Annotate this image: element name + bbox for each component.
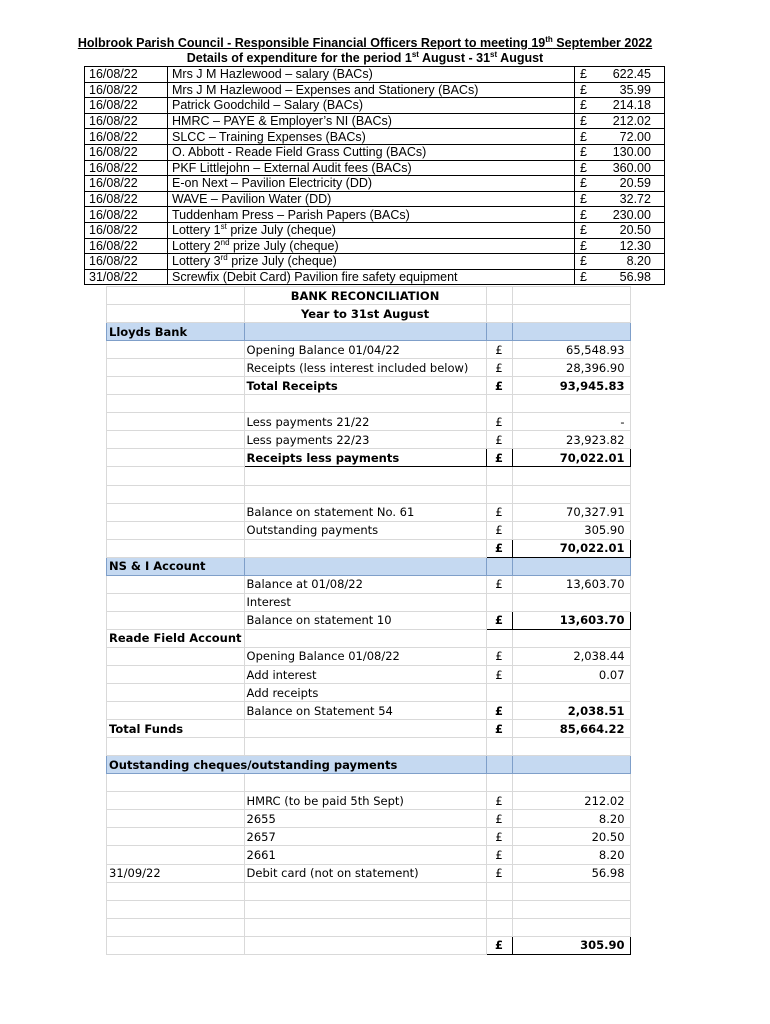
expenditure-date: 16/08/22 (85, 191, 168, 207)
expenditure-row (85, 176, 665, 192)
expenditure-description: Lottery 1st prize July (cheque) (168, 222, 575, 238)
currency-symbol: £ (486, 359, 512, 377)
expenditure-date: 16/08/22 (85, 98, 168, 114)
expenditure-date: 16/08/22 (85, 67, 168, 83)
currency-symbol: £ (486, 413, 512, 431)
amount: 93,945.83 (512, 377, 630, 395)
table-row (107, 738, 631, 756)
report-title: Holbrook Parish Council - Responsible Financial Officers Report to meeting 19th September 2022 (77, 34, 653, 50)
currency-symbol: £ (486, 720, 512, 738)
currency-symbol: £ (486, 810, 512, 828)
table-row (107, 611, 631, 629)
currency-symbol: £ (486, 647, 512, 665)
row-label: Balance on Statement 54 (244, 702, 486, 720)
expenditure-amount: £ 32.72 (575, 191, 665, 207)
currency-symbol: £ (486, 864, 512, 882)
table-row (107, 413, 631, 431)
expenditure-row (85, 160, 665, 176)
currency-symbol: £ (486, 665, 512, 683)
currency-symbol: £ (486, 575, 512, 593)
currency-symbol: £ (486, 521, 512, 539)
row-label: Interest (244, 593, 486, 611)
expenditure-amount: £ 20.50 (575, 222, 665, 238)
expenditure-amount: £ 622.45 (575, 67, 665, 83)
outstanding-description: 2661 (244, 846, 486, 864)
currency-symbol: £ (486, 377, 512, 395)
table-row (107, 647, 631, 665)
outstanding-total: 305.90 (512, 936, 630, 954)
row-label: Add interest (244, 665, 486, 683)
expenditure-row (85, 129, 665, 145)
currency-symbol: £ (486, 936, 512, 954)
outstanding-row (107, 864, 631, 882)
expenditure-description: Patrick Goodchild – Salary (BACs) (168, 98, 575, 114)
currency-symbol: £ (486, 611, 512, 629)
outstanding-date (107, 792, 245, 810)
outstanding-date: 31/09/22 (107, 864, 245, 882)
expenditure-description: Screwfix (Debit Card) Pavilion fire safety equipment (168, 269, 575, 285)
expenditure-date: 16/08/22 (85, 160, 168, 176)
row-label: Less payments 22/23 (244, 431, 486, 449)
outstanding-amount: 8.20 (512, 810, 630, 828)
table-row (107, 882, 631, 900)
expenditure-row (85, 191, 665, 207)
amount: 305.90 (512, 521, 630, 539)
outstanding-row (107, 846, 631, 864)
outstanding-description: HMRC (to be paid 5th Sept) (244, 792, 486, 810)
table-row (107, 684, 631, 702)
table-row (107, 467, 631, 485)
expenditure-row (85, 207, 665, 223)
reconciliation-subtitle: Year to 31st August (244, 305, 486, 323)
total-funds-label: Total Funds (107, 720, 245, 738)
amount: 28,396.90 (512, 359, 630, 377)
outstanding-description: 2655 (244, 810, 486, 828)
expenditure-row (85, 144, 665, 160)
amount: 70,022.01 (512, 539, 630, 557)
outstanding-row (107, 828, 631, 846)
currency-symbol: £ (486, 792, 512, 810)
amount: 23,923.82 (512, 431, 630, 449)
row-label: Receipts less payments (244, 449, 486, 467)
section-heading: Lloyds Bank (107, 323, 245, 341)
total-funds-amount: 85,664.22 (512, 720, 630, 738)
outstanding-row (107, 810, 631, 828)
table-row (107, 287, 631, 305)
expenditure-date: 16/08/22 (85, 222, 168, 238)
expenditure-date: 16/08/22 (85, 144, 168, 160)
table-row (107, 377, 631, 395)
expenditure-date: 16/08/22 (85, 129, 168, 145)
expenditure-date: 16/08/22 (85, 238, 168, 254)
row-label: Less payments 21/22 (244, 413, 486, 431)
row-label: Balance at 01/08/22 (244, 575, 486, 593)
expenditure-amount: £ 212.02 (575, 113, 665, 129)
expenditure-amount: £ 20.59 (575, 176, 665, 192)
currency-symbol: £ (486, 503, 512, 521)
outstanding-date (107, 828, 245, 846)
outstanding-description: Debit card (not on statement) (244, 864, 486, 882)
table-row (107, 521, 631, 539)
amount: 0.07 (512, 665, 630, 683)
row-label: Balance on statement No. 61 (244, 503, 486, 521)
report-subtitle: Details of expenditure for the period 1st August - 31st August (186, 49, 544, 65)
outstanding-date (107, 846, 245, 864)
row-label: Opening Balance 01/04/22 (244, 341, 486, 359)
expenditure-description: PKF Littlejohn – External Audit fees (BACs) (168, 160, 575, 176)
amount: 13,603.70 (512, 611, 630, 629)
amount: 65,548.93 (512, 341, 630, 359)
currency-symbol: £ (486, 341, 512, 359)
expenditure-date: 16/08/22 (85, 176, 168, 192)
table-row (107, 431, 631, 449)
table-row (107, 395, 631, 413)
expenditure-table (84, 66, 665, 285)
section-heading: Outstanding cheques/outstanding payments (107, 756, 487, 774)
section-outstanding (107, 756, 631, 774)
expenditure-row (85, 222, 665, 238)
expenditure-row (85, 113, 665, 129)
row-label: Receipts (less interest included below) (244, 359, 486, 377)
expenditure-amount: £ 56.98 (575, 269, 665, 285)
expenditure-description: Tuddenham Press – Parish Papers (BACs) (168, 207, 575, 223)
table-row (107, 359, 631, 377)
table-row (107, 774, 631, 792)
expenditure-description: Lottery 3rd prize July (cheque) (168, 254, 575, 270)
expenditure-amount: £ 130.00 (575, 144, 665, 160)
table-row (107, 503, 631, 521)
outstanding-amount: 212.02 (512, 792, 630, 810)
row-label: Balance on statement 10 (244, 611, 486, 629)
expenditure-row (85, 254, 665, 270)
outstanding-amount: 20.50 (512, 828, 630, 846)
expenditure-description: Mrs J M Hazlewood – Expenses and Stationery (BACs) (168, 82, 575, 98)
currency-symbol: £ (486, 449, 512, 467)
outstanding-amount: 8.20 (512, 846, 630, 864)
expenditure-amount: £ 230.00 (575, 207, 665, 223)
row-label: Total Receipts (244, 377, 486, 395)
amount: 2,038.51 (512, 702, 630, 720)
expenditure-description: HMRC – PAYE & Employer’s NI (BACs) (168, 113, 575, 129)
row-label: Add receipts (244, 684, 486, 702)
expenditure-date: 16/08/22 (85, 207, 168, 223)
expenditure-amount: £ 8.20 (575, 254, 665, 270)
expenditure-row (85, 238, 665, 254)
table-row (107, 449, 631, 467)
section-heading: NS & I Account (107, 557, 245, 575)
expenditure-row (85, 269, 665, 285)
expenditure-date: 31/08/22 (85, 269, 168, 285)
amount: 70,327.91 (512, 503, 630, 521)
amount: 2,038.44 (512, 647, 630, 665)
currency-symbol: £ (486, 539, 512, 557)
amount: - (512, 413, 630, 431)
expenditure-row (85, 67, 665, 83)
row-label: Outstanding payments (244, 521, 486, 539)
expenditure-row (85, 98, 665, 114)
expenditure-amount: £ 72.00 (575, 129, 665, 145)
row-label: Opening Balance 01/08/22 (244, 647, 486, 665)
bank-reconciliation-table (106, 286, 631, 955)
table-row (107, 900, 631, 918)
amount: 13,603.70 (512, 575, 630, 593)
expenditure-date: 16/08/22 (85, 113, 168, 129)
expenditure-description: SLCC – Training Expenses (BACs) (168, 129, 575, 145)
table-row (107, 665, 631, 683)
expenditure-amount: £ 35.99 (575, 82, 665, 98)
currency-symbol: £ (486, 846, 512, 864)
expenditure-description: O. Abbott - Reade Field Grass Cutting (BACs) (168, 144, 575, 160)
outstanding-row (107, 792, 631, 810)
expenditure-description: E-on Next – Pavilion Electricity (DD) (168, 176, 575, 192)
amount: 70,022.01 (512, 449, 630, 467)
section-heading: Reade Field Account (107, 629, 245, 647)
table-row (107, 918, 631, 936)
expenditure-date: 16/08/22 (85, 82, 168, 98)
table-row (107, 702, 631, 720)
expenditure-row (85, 82, 665, 98)
outstanding-description: 2657 (244, 828, 486, 846)
table-row (107, 539, 631, 557)
table-row (107, 485, 631, 503)
outstanding-amount: 56.98 (512, 864, 630, 882)
expenditure-amount: £ 12.30 (575, 238, 665, 254)
expenditure-description: Lottery 2nd prize July (cheque) (168, 238, 575, 254)
expenditure-description: WAVE – Pavilion Water (DD) (168, 191, 575, 207)
currency-symbol: £ (486, 702, 512, 720)
expenditure-description: Mrs J M Hazlewood – salary (BACs) (168, 67, 575, 83)
total-funds-row (107, 720, 631, 738)
section-nsi (107, 557, 631, 575)
table-row (107, 341, 631, 359)
currency-symbol: £ (486, 828, 512, 846)
section-lloyds (107, 323, 631, 341)
table-row (107, 593, 631, 611)
expenditure-amount: £ 360.00 (575, 160, 665, 176)
outstanding-date (107, 810, 245, 828)
table-row (107, 575, 631, 593)
reconciliation-title: BANK RECONCILIATION (244, 287, 486, 305)
expenditure-date: 16/08/22 (85, 254, 168, 270)
expenditure-amount: £ 214.18 (575, 98, 665, 114)
section-reade (107, 629, 631, 647)
table-row (107, 305, 631, 323)
table-row (107, 936, 631, 954)
currency-symbol: £ (486, 431, 512, 449)
